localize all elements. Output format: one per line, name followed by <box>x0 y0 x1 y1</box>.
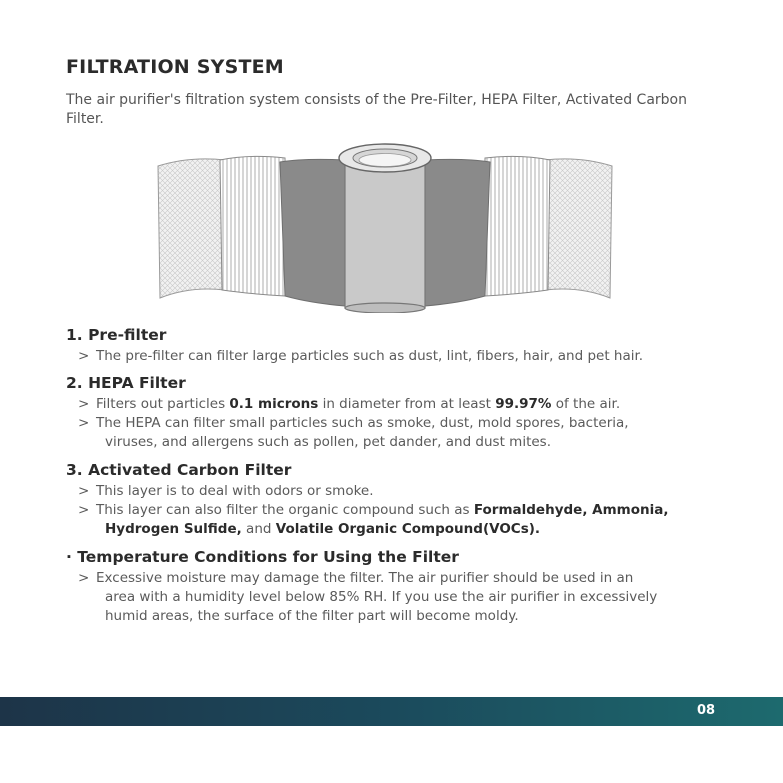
section-heading-hepa: 2. HEPA Filter <box>66 374 186 392</box>
list-item <box>78 347 643 366</box>
item-bold-text: 0.1 microns <box>229 396 319 412</box>
bullet-marker: > <box>78 483 90 499</box>
section-heading-carbon: 3. Activated Carbon Filter <box>66 461 292 479</box>
item-text: This layer is to deal with odors or smoke. <box>96 483 374 499</box>
bullet-marker: > <box>78 348 90 364</box>
filter-layers-illustration <box>150 138 620 313</box>
item-bold-text: Hydrogen Sulfide, <box>105 521 242 537</box>
list-item <box>78 482 374 501</box>
item-text: Excessive moisture may damage the filter. The air purifier should be used in an <box>96 570 634 586</box>
list-item <box>78 414 629 452</box>
item-text: in diameter from at least <box>318 396 496 412</box>
item-bold-text: Formaldehyde, Ammonia, <box>473 502 669 518</box>
intro-paragraph: The air purifier's filtration system consists of the Pre-Filter, HEPA Filter, Activated Carbon Filter. <box>66 92 687 127</box>
item-text: and <box>241 521 276 537</box>
item-bold-text: Volatile Organic Compound(VOCs). <box>275 521 541 537</box>
footer-bar <box>0 697 783 726</box>
item-text: area with a humidity level below 85% RH. If you use the air purifier in excessively <box>105 589 658 605</box>
item-text: viruses, and allergens such as pollen, pet dander, and dust mites. <box>105 434 551 450</box>
page-number: 08 <box>697 703 716 718</box>
section-heading-temperature: · Temperature Conditions for Using the Filter <box>66 548 459 566</box>
item-text: The pre-filter can filter large particles such as dust, lint, fibers, hair, and pet hair. <box>96 348 644 364</box>
list-item <box>78 501 668 539</box>
bullet-marker: > <box>78 415 90 431</box>
bullet-marker: > <box>78 502 90 518</box>
item-text: of the air. <box>551 396 621 412</box>
list-item <box>78 569 657 626</box>
bullet-marker: > <box>78 570 90 586</box>
item-text: humid areas, the surface of the filter part will become moldy. <box>105 608 519 624</box>
list-item <box>78 395 620 414</box>
item-text: The HEPA can filter small particles such as smoke, dust, mold spores, bacteria, <box>96 415 629 431</box>
item-text: Filters out particles <box>96 396 230 412</box>
item-text: This layer can also filter the organic compound such as <box>96 502 474 518</box>
bullet-marker: > <box>78 396 90 412</box>
item-bold-text: 99.97% <box>495 396 552 412</box>
section-heading-prefilter: 1. Pre-filter <box>66 326 167 344</box>
page-title: FILTRATION SYSTEM <box>66 56 284 78</box>
